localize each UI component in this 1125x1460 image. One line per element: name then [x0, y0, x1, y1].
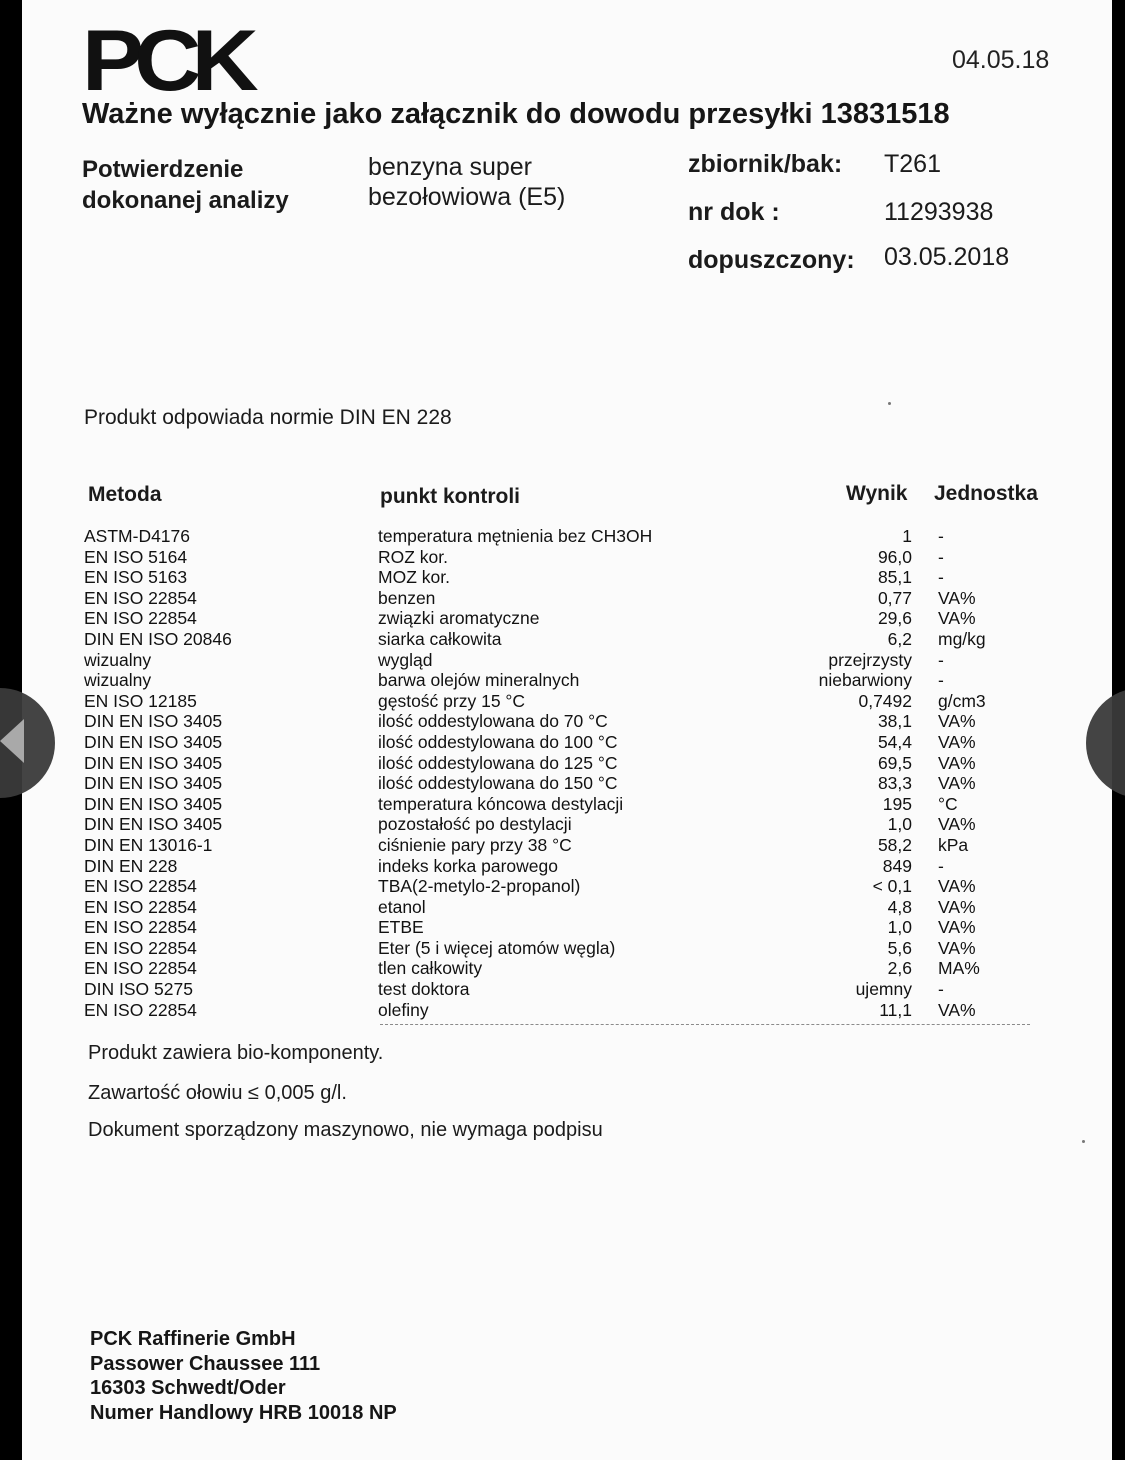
row-control-point: ilość oddestylowana do 125 °C: [378, 752, 618, 773]
row-unit: VA%: [938, 587, 976, 608]
document-page: [22, 0, 1112, 1460]
row-result: 1,0: [887, 917, 912, 938]
table-row: [22, 917, 1112, 938]
row-control-point: barwa olejów mineralnych: [378, 670, 580, 691]
row-result: 58,2: [877, 834, 912, 855]
row-method: DIN EN 13016-1: [84, 834, 213, 855]
confirm-line-1: Potwierdzenie: [82, 156, 244, 183]
row-result: 69,5: [877, 752, 912, 773]
row-method: DIN ISO 5275: [84, 979, 193, 1000]
document-date: 04.05.18: [952, 46, 1050, 74]
table-row: [22, 526, 1112, 547]
row-control-point: olefiny: [378, 999, 429, 1020]
table-row: [22, 979, 1112, 1000]
row-result: 849: [882, 855, 912, 876]
row-control-point: etanol: [378, 896, 426, 917]
scan-speck: [1082, 1140, 1085, 1143]
row-method: wizualny: [84, 670, 152, 691]
row-method: DIN EN ISO 3405: [84, 752, 223, 773]
row-result: < 0,1: [872, 876, 912, 897]
table-row: [22, 608, 1112, 629]
row-method: DIN EN ISO 3405: [84, 731, 223, 752]
row-method: EN ISO 22854: [84, 937, 197, 958]
row-unit: -: [938, 855, 944, 876]
approved-value: 03.05.2018: [884, 243, 1010, 271]
header-method: Metoda: [88, 483, 162, 506]
row-method: EN ISO 12185: [84, 690, 197, 711]
table-row: [22, 650, 1112, 671]
row-control-point: ciśnienie pary przy 38 °C: [378, 834, 572, 855]
machine-note: Dokument sporządzony maszynowo, nie wymaga podpisu: [88, 1119, 603, 1141]
table-row: [22, 856, 1112, 877]
row-unit: -: [938, 649, 944, 670]
row-unit: VA%: [938, 731, 976, 752]
table-row: [22, 958, 1112, 979]
row-result: 38,1: [877, 711, 912, 732]
table-row: [22, 835, 1112, 856]
row-result: 0,7492: [858, 690, 912, 711]
row-unit: VA%: [938, 608, 976, 629]
scan-speck: [888, 402, 891, 405]
row-method: EN ISO 22854: [84, 587, 197, 608]
row-method: DIN EN ISO 3405: [84, 814, 223, 835]
pck-logo: PCK: [82, 13, 249, 109]
table-row: [22, 876, 1112, 897]
row-unit: -: [938, 670, 944, 691]
row-unit: VA%: [938, 711, 976, 732]
row-result: 83,3: [877, 773, 912, 794]
row-result: 0,77: [877, 587, 912, 608]
row-result: 1: [902, 526, 912, 546]
table-row: [22, 794, 1112, 815]
row-control-point: siarka całkowita: [378, 628, 502, 649]
row-control-point: test doktora: [378, 979, 470, 1000]
row-unit: mg/kg: [938, 628, 986, 649]
row-unit: -: [938, 567, 944, 588]
norm-statement: Produkt odpowiada normie DIN EN 228: [84, 406, 452, 429]
row-result: 6,2: [887, 628, 912, 649]
row-unit: -: [938, 526, 944, 546]
row-result: 85,1: [877, 567, 912, 588]
bio-note: Produkt zawiera bio-komponenty.: [88, 1042, 384, 1064]
row-control-point: indeks korka parowego: [378, 855, 558, 876]
row-control-point: TBA(2-metylo-2-propanol): [378, 876, 581, 897]
row-method: DIN EN ISO 20846: [84, 628, 232, 649]
row-result: 5,6: [887, 937, 912, 958]
row-result: 4,8: [887, 896, 912, 917]
row-unit: VA%: [938, 876, 976, 897]
row-control-point: związki aromatyczne: [378, 608, 540, 629]
row-method: ASTM-D4176: [84, 526, 191, 546]
row-result: ujemny: [855, 979, 912, 1000]
table-row: [22, 711, 1112, 732]
row-unit: VA%: [938, 896, 976, 917]
row-result: 2,6: [887, 958, 912, 979]
row-method: EN ISO 22854: [84, 876, 197, 897]
row-result: 11,1: [879, 999, 912, 1020]
row-method: EN ISO 22854: [84, 958, 197, 979]
company-address: [90, 1327, 397, 1425]
product-line-1: benzyna super: [368, 153, 533, 181]
row-unit: g/cm3: [938, 690, 986, 711]
table-row: [22, 732, 1112, 753]
doc-number-value: 11293938: [884, 198, 994, 226]
row-control-point: pozostałość po destylacji: [378, 814, 572, 835]
row-unit: VA%: [938, 999, 976, 1020]
header-control-point: punkt kontroli: [380, 485, 520, 508]
table-row: [22, 897, 1112, 918]
row-control-point: MOZ kor.: [378, 567, 450, 588]
table-row: [22, 670, 1112, 691]
row-result: 96,0: [877, 546, 912, 567]
row-control-point: gęstość przy 15 °C: [378, 690, 526, 711]
row-result: przejrzysty: [828, 649, 912, 670]
analysis-confirmation: [82, 154, 289, 216]
row-method: DIN EN ISO 3405: [84, 773, 223, 794]
table-row: [22, 547, 1112, 568]
document-headline: Ważne wyłącznie jako załącznik do dowodu przesyłki 13831518: [82, 98, 950, 130]
company-street: Passower Chaussee 111: [90, 1352, 321, 1375]
row-method: wizualny: [84, 649, 152, 670]
row-method: DIN EN ISO 3405: [84, 711, 223, 732]
confirm-line-2: dokonanej analizy: [82, 187, 289, 214]
approved-label: dopuszczony:: [688, 246, 855, 274]
tank-label: zbiornik/bak:: [688, 150, 843, 178]
row-control-point: ROZ kor.: [378, 546, 449, 567]
row-method: EN ISO 22854: [84, 608, 197, 629]
row-unit: kPa: [938, 834, 969, 855]
row-control-point: ilość oddestylowana do 150 °C: [378, 773, 618, 794]
row-method: DIN EN ISO 3405: [84, 793, 223, 814]
table-row: [22, 629, 1112, 650]
row-unit: VA%: [938, 937, 976, 958]
company-city: 16303 Schwedt/Oder: [90, 1377, 286, 1399]
row-unit: -: [938, 979, 944, 1000]
table-row: [22, 691, 1112, 712]
row-result: 195: [882, 793, 912, 814]
row-unit: °C: [938, 793, 958, 814]
row-unit: VA%: [938, 814, 976, 835]
row-result: 29,6: [877, 608, 912, 629]
row-unit: VA%: [938, 773, 976, 794]
company-register: Numer Handlowy HRB 10018 NP: [90, 1401, 397, 1424]
header-result: Wynik: [846, 482, 908, 505]
row-control-point: ilość oddestylowana do 100 °C: [378, 731, 618, 752]
row-control-point: Eter (5 i więcej atomów węgla): [378, 937, 616, 958]
row-method: EN ISO 5164: [84, 546, 188, 567]
table-row: [22, 753, 1112, 774]
row-method: DIN EN 228: [84, 855, 178, 876]
table-row: [22, 938, 1112, 959]
analysis-table: [22, 526, 1112, 1020]
row-result: 1,0: [887, 814, 912, 835]
tank-value: T261: [884, 150, 941, 178]
row-control-point: wygląd: [378, 649, 433, 670]
row-method: EN ISO 5163: [84, 567, 188, 588]
doc-number-label: nr dok :: [688, 198, 780, 226]
table-row: [22, 814, 1112, 835]
row-control-point: tlen całkowity: [378, 958, 483, 979]
table-row: [22, 1000, 1112, 1021]
row-method: EN ISO 22854: [84, 896, 197, 917]
chevron-left-icon: [0, 719, 24, 763]
row-method: EN ISO 22854: [84, 999, 197, 1020]
row-result: niebarwiony: [818, 670, 912, 691]
product-name: [368, 152, 565, 212]
lead-note: Zawartość ołowiu ≤ 0,005 g/l.: [88, 1082, 347, 1104]
row-control-point: ilość oddestylowana do 70 °C: [378, 711, 608, 732]
table-row: [22, 588, 1112, 609]
product-line-2: bezołowiowa (E5): [368, 183, 566, 211]
row-result: 54,4: [877, 731, 912, 752]
table-row: [22, 567, 1112, 588]
table-row: [22, 773, 1112, 794]
table-divider: [380, 1024, 1030, 1025]
row-control-point: benzen: [378, 587, 436, 608]
row-unit: -: [938, 546, 944, 567]
row-unit: MA%: [938, 958, 980, 979]
header-unit: Jednostka: [934, 482, 1038, 505]
row-control-point: ETBE: [378, 917, 424, 938]
company-name: PCK Raffinerie GmbH: [90, 1328, 296, 1350]
row-unit: VA%: [938, 752, 976, 773]
row-method: EN ISO 22854: [84, 917, 197, 938]
row-unit: VA%: [938, 917, 976, 938]
row-control-point: temperatura mętnienia bez CH3OH: [378, 526, 653, 546]
row-control-point: temperatura kóncowa destylacji: [378, 793, 624, 814]
